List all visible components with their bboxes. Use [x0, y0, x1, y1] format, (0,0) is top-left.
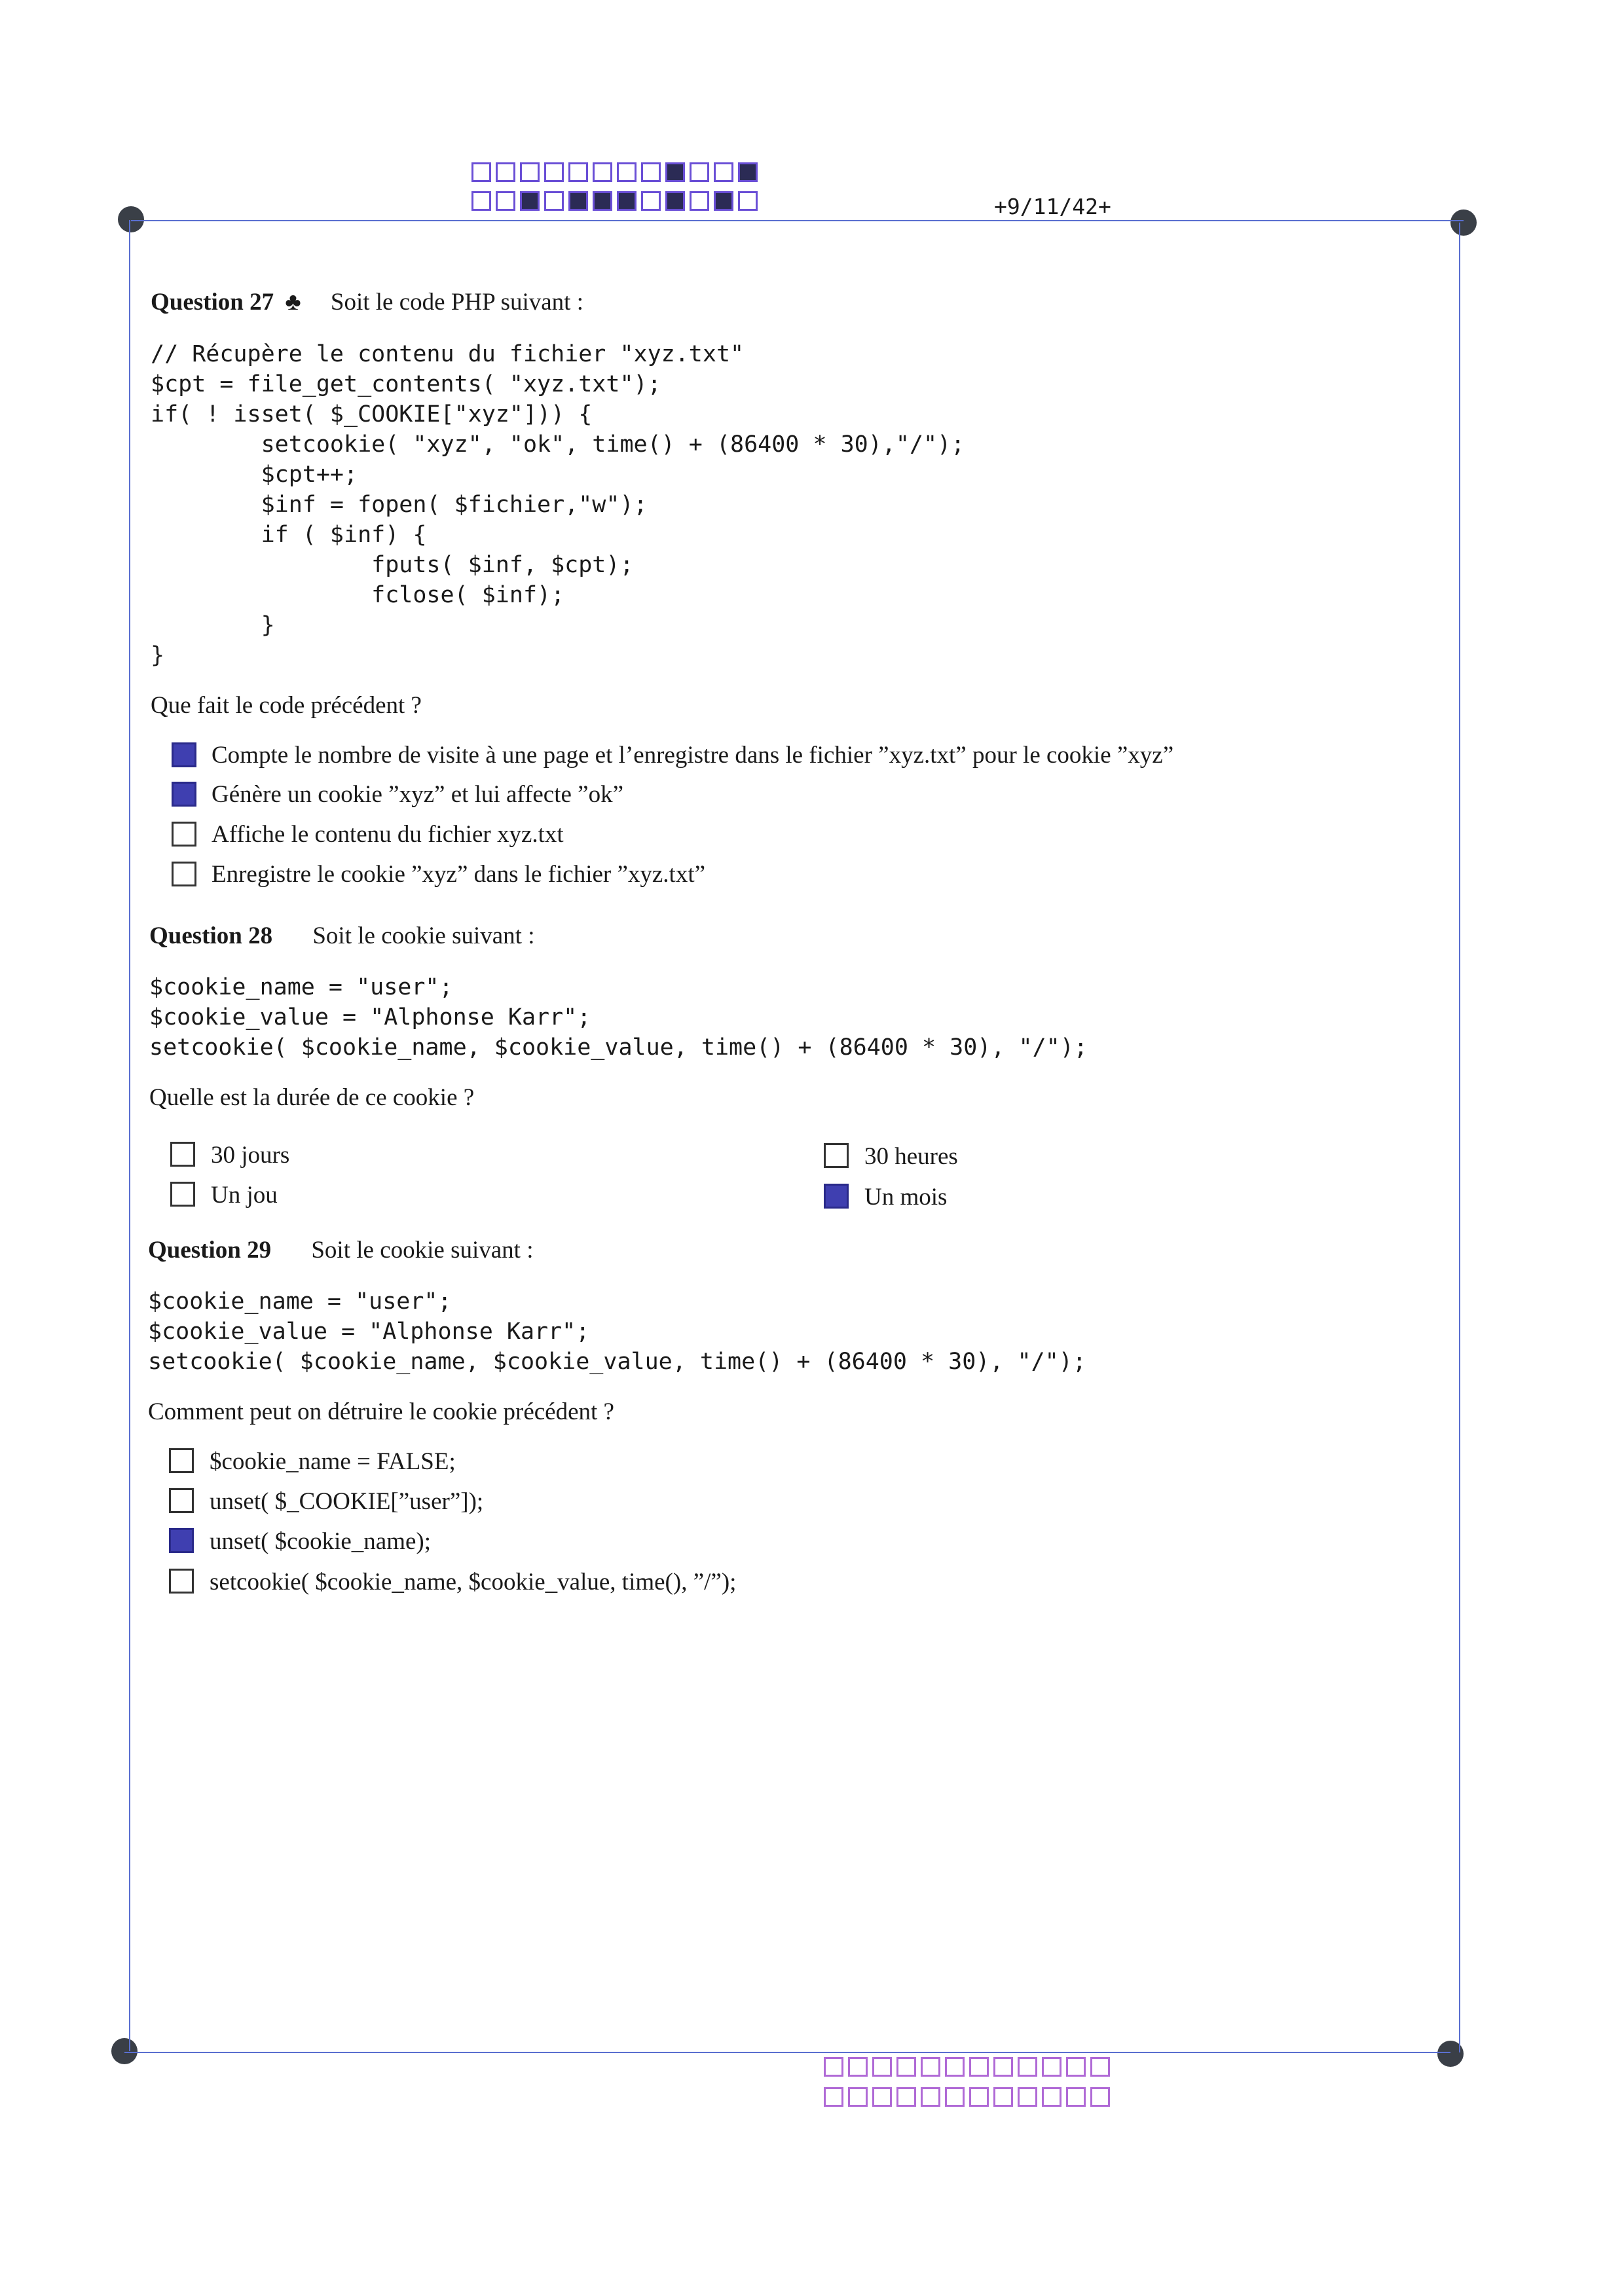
- q27-code-line: if ( $inf) {: [151, 522, 427, 548]
- frame-left: [129, 220, 130, 2051]
- q28-code-line: $cookie_name = "user";: [149, 974, 453, 1000]
- code-cell: [617, 191, 637, 211]
- code-cell: [665, 162, 685, 182]
- code-cell: [1018, 2087, 1037, 2107]
- frame-bottom: [124, 2052, 1450, 2053]
- code-cell: [848, 2057, 868, 2077]
- club-icon: ♣: [285, 289, 301, 316]
- q28-prompt: Quelle est la durée de ce cookie ?: [149, 1084, 475, 1111]
- q29-option-1-checkbox[interactable]: [169, 1448, 194, 1473]
- q29-number: Question 29: [148, 1237, 272, 1264]
- code-cell: [641, 191, 661, 211]
- code-cell: [921, 2057, 940, 2077]
- code-cell: [738, 191, 758, 211]
- frame-right: [1459, 223, 1460, 2052]
- q27-option-4-label: Enregistre le cookie ”xyz” dans le fichier ”xyz.txt”: [212, 861, 706, 888]
- q29-option-3-label: unset( $cookie_name);: [210, 1528, 432, 1555]
- code-cell: [520, 191, 540, 211]
- code-cell: [568, 191, 588, 211]
- corner-marker-top-right: [1450, 210, 1477, 236]
- q27-code-line: if( ! isset( $_COOKIE["xyz"])) {: [151, 401, 593, 428]
- code-cell: [471, 162, 491, 182]
- q28-option-3-checkbox[interactable]: [170, 1182, 195, 1207]
- q29-option-2-label: unset( $_COOKIE[”user”]);: [210, 1488, 484, 1515]
- code-cell: [872, 2057, 892, 2077]
- code-cell: [593, 162, 612, 182]
- bottom-code-row: [824, 2087, 1115, 2111]
- q28-option-2-checkbox[interactable]: [824, 1143, 849, 1168]
- q27-option-1-checkbox[interactable]: [172, 742, 196, 767]
- code-cell: [738, 162, 758, 182]
- code-cell: [1090, 2087, 1110, 2107]
- code-cell: [471, 191, 491, 211]
- q27-option-3-checkbox[interactable]: [172, 822, 196, 847]
- q28-option-3-label: Un jou: [211, 1182, 278, 1209]
- code-cell: [665, 191, 685, 211]
- q29-option-2-checkbox[interactable]: [169, 1488, 194, 1513]
- code-cell: [993, 2087, 1013, 2107]
- q27-code-line: setcookie( "xyz", "ok", time() + (86400 * 30),"/");: [151, 431, 965, 458]
- q27-code-line: $cpt++;: [151, 462, 358, 488]
- q27-code-block: [151, 339, 965, 670]
- q27-heading: [151, 288, 583, 316]
- q29-option-4-checkbox[interactable]: [169, 1569, 194, 1594]
- code-cell: [1090, 2057, 1110, 2077]
- code-cell: [824, 2057, 843, 2077]
- code-cell: [1018, 2057, 1037, 2077]
- q27-option-4-checkbox[interactable]: [172, 862, 196, 886]
- q28-option-1-checkbox[interactable]: [170, 1142, 195, 1167]
- page-id: +9/11/42+: [994, 194, 1111, 219]
- q28-option-4-checkbox[interactable]: [824, 1184, 849, 1209]
- top-code-row: [471, 191, 762, 215]
- code-cell: [690, 162, 709, 182]
- q29-option-4-label: setcookie( $cookie_name, $cookie_value, time(), ”/”);: [210, 1569, 737, 1595]
- code-cell: [945, 2057, 965, 2077]
- code-cell: [568, 162, 588, 182]
- q28-option-4-label: Un mois: [864, 1184, 948, 1211]
- q29-code-line: setcookie( $cookie_name, $cookie_value, time() + (86400 * 30), "/");: [148, 1349, 1086, 1375]
- q28-code-block: [149, 972, 1088, 1063]
- q27-code-line: $cpt = file_get_contents( "xyz.txt");: [151, 371, 661, 397]
- code-cell: [714, 162, 733, 182]
- q27-option-1-label: Compte le nombre de visite à une page et l’enregistre dans le fichier ”xyz.txt” pour le cookie ”xyz”: [212, 742, 1174, 769]
- code-cell: [872, 2087, 892, 2107]
- q27-prompt: Que fait le code précédent ?: [151, 692, 422, 719]
- top-code-row: [471, 162, 762, 186]
- q28-option-2-label: 30 heures: [864, 1143, 958, 1170]
- q27-code-line: }: [151, 612, 275, 638]
- code-cell: [896, 2057, 916, 2077]
- frame-top: [131, 220, 1464, 221]
- code-cell: [496, 191, 515, 211]
- q29-option-3-checkbox[interactable]: [169, 1528, 194, 1553]
- code-cell: [945, 2087, 965, 2107]
- q28-number: Question 28: [149, 922, 273, 949]
- code-cell: [593, 191, 612, 211]
- code-cell: [617, 162, 637, 182]
- code-cell: [520, 162, 540, 182]
- q27-option-2-label: Génère un cookie ”xyz” et lui affecte ”ok”: [212, 781, 623, 808]
- q27-intro: Soit le code PHP suivant :: [330, 289, 583, 316]
- code-cell: [641, 162, 661, 182]
- code-cell: [1066, 2087, 1086, 2107]
- corner-marker-bottom-left: [111, 2038, 138, 2064]
- code-cell: [1042, 2057, 1061, 2077]
- code-cell: [544, 162, 564, 182]
- code-cell: [848, 2087, 868, 2107]
- q27-number: Question 27: [151, 289, 274, 316]
- q28-code-line: $cookie_value = "Alphonse Karr";: [149, 1004, 591, 1030]
- code-cell: [690, 191, 709, 211]
- q29-option-1-label: $cookie_name = FALSE;: [210, 1448, 456, 1475]
- q27-code-line: fputs( $inf, $cpt);: [151, 552, 634, 578]
- q28-intro: Soit le cookie suivant :: [312, 922, 535, 949]
- code-cell: [1042, 2087, 1061, 2107]
- q28-option-1-label: 30 jours: [211, 1142, 290, 1169]
- q29-heading: [148, 1236, 533, 1264]
- q29-code-line: $cookie_value = "Alphonse Karr";: [148, 1319, 590, 1345]
- q28-heading: [149, 922, 534, 950]
- q27-code-line: }: [151, 642, 165, 668]
- code-cell: [993, 2057, 1013, 2077]
- code-cell: [896, 2087, 916, 2107]
- code-cell: [969, 2087, 989, 2107]
- q27-option-3-label: Affiche le contenu du fichier xyz.txt: [212, 821, 564, 848]
- bottom-code-row: [824, 2057, 1115, 2081]
- code-cell: [824, 2087, 843, 2107]
- code-cell: [544, 191, 564, 211]
- code-cell: [1066, 2057, 1086, 2077]
- q29-code-block: [148, 1286, 1086, 1377]
- code-cell: [969, 2057, 989, 2077]
- q28-code-line: setcookie( $cookie_name, $cookie_value, time() + (86400 * 30), "/");: [149, 1034, 1088, 1061]
- q27-code-line: // Récupère le contenu du fichier "xyz.txt": [151, 341, 745, 367]
- q29-prompt: Comment peut on détruire le cookie précédent ?: [148, 1398, 614, 1425]
- code-cell: [714, 191, 733, 211]
- q27-code-line: $inf = fopen( $fichier,"w");: [151, 492, 648, 518]
- code-cell: [921, 2087, 940, 2107]
- q27-option-2-checkbox[interactable]: [172, 782, 196, 807]
- q29-intro: Soit le cookie suivant :: [311, 1237, 534, 1264]
- q27-code-line: fclose( $inf);: [151, 582, 565, 608]
- corner-marker-top-left: [118, 206, 144, 232]
- code-cell: [496, 162, 515, 182]
- q29-code-line: $cookie_name = "user";: [148, 1288, 452, 1315]
